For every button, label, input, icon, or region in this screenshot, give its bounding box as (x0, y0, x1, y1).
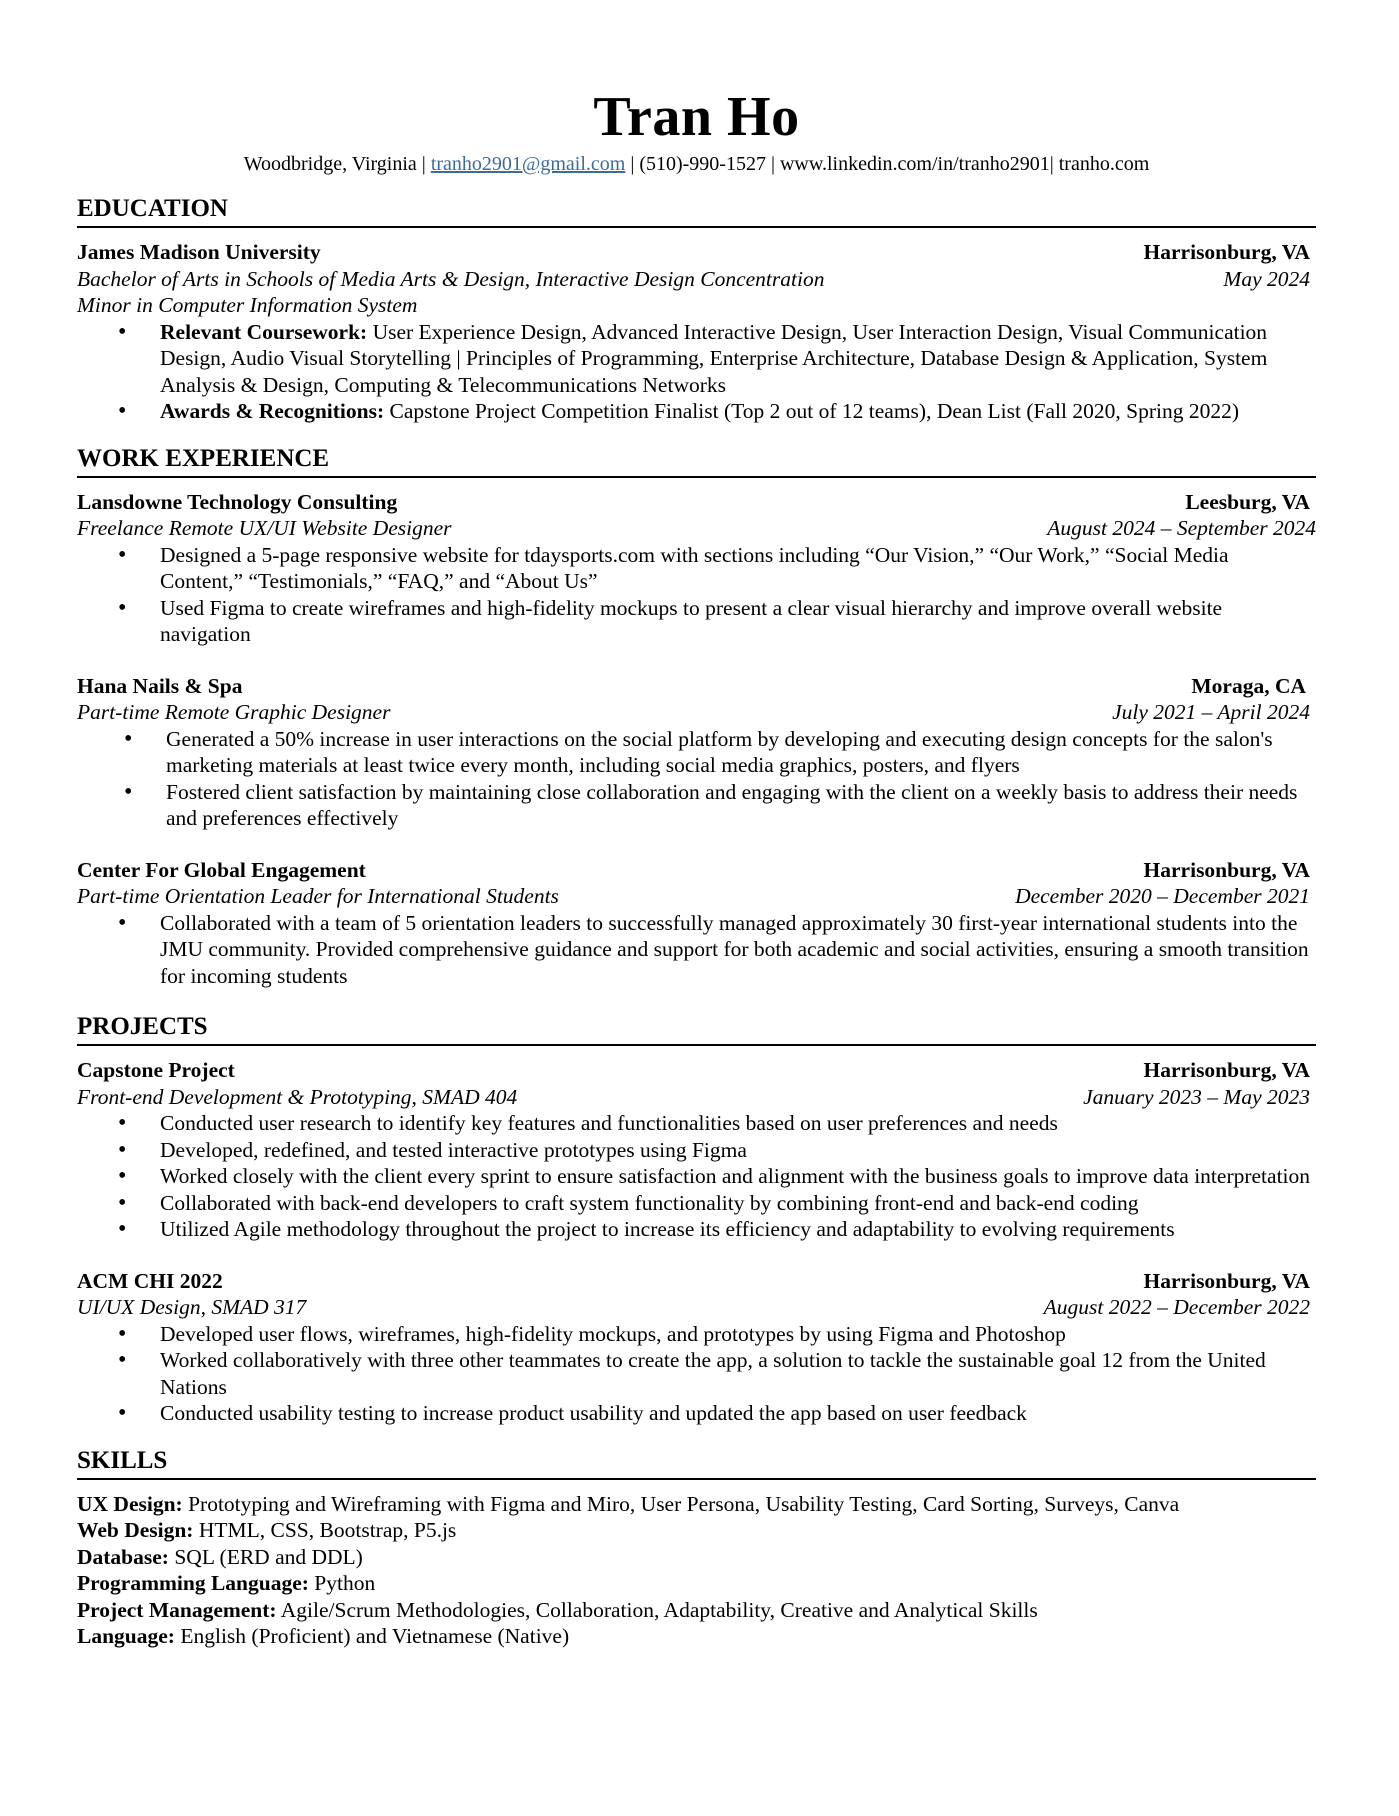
section-title-work: WORK EXPERIENCE (77, 445, 1316, 478)
project-header (77, 1268, 1316, 1295)
degree: Bachelor of Arts in Schools of Media Arts & Design, Interactive Design Concentration (77, 266, 825, 291)
contact-details: | (510)-990-1527 | www.linkedin.com/in/tranho2901| tranho.com (625, 153, 1150, 175)
project-entry (77, 1268, 1316, 1427)
project-location: Harrisonburg, VA (1143, 1268, 1310, 1293)
contact-location: Woodbridge, Virginia | (243, 153, 431, 175)
project-role: Front-end Development & Prototyping, SMAD 404 (77, 1084, 518, 1109)
skill-label: UX Design: (77, 1491, 183, 1516)
list-item: • Worked closely with the client every sprint to ensure satisfaction and alignment with the business goals to improve data interpretation (77, 1163, 1316, 1190)
job-role: Part-time Orientation Leader for International Students (77, 884, 559, 908)
email-link[interactable]: tranho2901@gmail.com (430, 153, 626, 175)
job-location: Moraga, CA (1191, 673, 1306, 698)
skill-label: Language: (77, 1624, 175, 1648)
skill-text: Python (308, 1571, 376, 1595)
school-name: James Madison University (77, 240, 321, 264)
school-location: Harrisonburg, VA (1143, 240, 1310, 264)
skill-text: HTML, CSS, Bootstrap, P5.js (193, 1518, 457, 1542)
list-item: • Collaborated with a team of 5 orientation leaders to successfully managed approximately 30 first-year international students into the JMU community. Provided comprehensive guidance and support for both academic and social activities, ensuring a smooth transition for incoming students (77, 910, 1316, 990)
project-role-row (77, 1294, 1316, 1321)
skill-line (77, 1570, 1316, 1597)
project-bullets (77, 1321, 1316, 1427)
job-header (77, 673, 1316, 700)
job-date: July 2021 – April 2024 (1112, 700, 1310, 724)
coursework-text: User Experience Design, Advanced Interactive Design, User Interaction Design, Visual Communication Design, Audio Visual Storytelling | Principles of Programming, Enterprise Architecture, Database Design & Application, System Analysis & Design, Computing & Telecommunications Networks (160, 319, 1268, 397)
job-header (77, 857, 1316, 884)
skill-line (77, 1491, 1316, 1518)
project-role: UI/UX Design, SMAD 317 (77, 1295, 307, 1319)
list-item: • Worked collaboratively with three other teammates to create the app, a solution to tackle the sustainable goal 12 from the United Nations (77, 1347, 1316, 1400)
project-role-row (77, 1084, 1316, 1111)
skill-text: Agile/Scrum Methodologies, Collaboration, Adaptability, Creative and Analytical Skills (276, 1597, 1038, 1622)
list-item: • Developed, redefined, and tested interactive prototypes using Figma (77, 1137, 1316, 1164)
job-entry (77, 489, 1316, 648)
contact-line (77, 152, 1316, 176)
project-location: Harrisonburg, VA (1143, 1058, 1310, 1082)
skill-line (77, 1544, 1316, 1571)
skill-text: English (Proficient) and Vietnamese (Native) (174, 1624, 570, 1648)
job-org: Lansdowne Technology Consulting (77, 489, 398, 514)
list-item: • Used Figma to create wireframes and high-fidelity mockups to present a clear visual hierarchy and improve overall website navigation (77, 595, 1316, 648)
education-minor-row (77, 292, 1316, 319)
resume-page (77, 0, 1316, 1650)
education-header (77, 239, 1316, 266)
job-bullets (77, 726, 1316, 832)
job-org: Hana Nails & Spa (77, 673, 243, 698)
job-location: Leesburg, VA (1185, 489, 1310, 514)
skill-label: Programming Language: (77, 1571, 309, 1595)
skill-text: SQL (ERD and DDL) (168, 1544, 363, 1569)
skill-text: Prototyping and Wireframing with Figma and Miro, User Persona, Usability Testing, Card Sorting, Surveys, Canva (182, 1491, 1180, 1516)
job-date: August 2024 – September 2024 (1047, 516, 1316, 540)
project-date: January 2023 – May 2023 (1083, 1084, 1310, 1109)
project-date: August 2022 – December 2022 (1043, 1295, 1310, 1319)
project-name: Capstone Project (77, 1058, 235, 1082)
skill-label: Web Design: (77, 1518, 194, 1542)
skill-line (77, 1597, 1316, 1624)
list-item: • Fostered client satisfaction by maintaining close collaboration and engaging with the client on a weekly basis to address their needs and preferences effectively (77, 779, 1316, 832)
skill-label: Project Management: (77, 1597, 277, 1622)
job-role: Freelance Remote UX/UI Website Designer (77, 516, 452, 540)
job-role-row (77, 515, 1316, 542)
graduation-date: May 2024 (1223, 266, 1310, 291)
section-title-projects: PROJECTS (77, 1013, 1316, 1046)
education-bullets (77, 319, 1316, 425)
job-role-row (77, 699, 1316, 726)
minor: Minor in Computer Information System (77, 293, 418, 317)
job-bullets (77, 542, 1316, 648)
list-item: • Generated a 50% increase in user interactions on the social platform by developing and executing design concepts for the salon's marketing materials at least twice every month, including social media graphics, posters, and flyers (77, 726, 1316, 779)
list-item (77, 319, 1316, 399)
list-item: • Utilized Agile methodology throughout the project to increase its efficiency and adaptability to evolving requirements (77, 1216, 1316, 1243)
job-role-row (77, 883, 1316, 910)
skill-line (77, 1517, 1316, 1544)
list-item (77, 398, 1316, 425)
list-item: • Designed a 5-page responsive website for tdaysports.com with sections including “Our Vision,” “Our Work,” “Social Media Content,” “Testimonials,” “FAQ,” and “About Us” (77, 542, 1316, 595)
section-title-education: EDUCATION (77, 195, 1316, 228)
education-degree-row (77, 266, 1316, 293)
project-name: ACM CHI 2022 (77, 1268, 223, 1293)
coursework-label: Relevant Coursework: (160, 319, 368, 344)
list-item: • Conducted usability testing to increase product usability and updated the app based on user feedback (77, 1400, 1316, 1427)
skill-label: Database: (77, 1544, 169, 1569)
section-title-skills: SKILLS (77, 1447, 1316, 1480)
list-item: • Conducted user research to identify key features and functionalities based on user preferences and needs (77, 1110, 1316, 1137)
project-entry (77, 1057, 1316, 1243)
job-bullets (77, 910, 1316, 990)
job-role: Part-time Remote Graphic Designer (77, 700, 391, 724)
job-org: Center For Global Engagement (77, 857, 366, 882)
job-header (77, 489, 1316, 516)
awards-label: Awards & Recognitions: (160, 399, 385, 423)
list-item: • Developed user flows, wireframes, high-fidelity mockups, and prototypes by using Figma and Photoshop (77, 1321, 1316, 1348)
skills-list (77, 1491, 1316, 1650)
job-location: Harrisonburg, VA (1143, 857, 1310, 882)
job-date: December 2020 – December 2021 (1015, 884, 1310, 908)
project-bullets (77, 1110, 1316, 1243)
awards-text: Capstone Project Competition Finalist (Top 2 out of 12 teams), Dean List (Fall 2020, Spring 2022) (384, 399, 1239, 423)
candidate-name: Tran Ho (593, 86, 800, 148)
project-header (77, 1057, 1316, 1084)
list-item: • Collaborated with back-end developers to craft system functionality by combining front-end and back-end coding (77, 1190, 1316, 1217)
job-entry (77, 673, 1316, 832)
skill-line (77, 1623, 1316, 1650)
job-entry (77, 857, 1316, 990)
